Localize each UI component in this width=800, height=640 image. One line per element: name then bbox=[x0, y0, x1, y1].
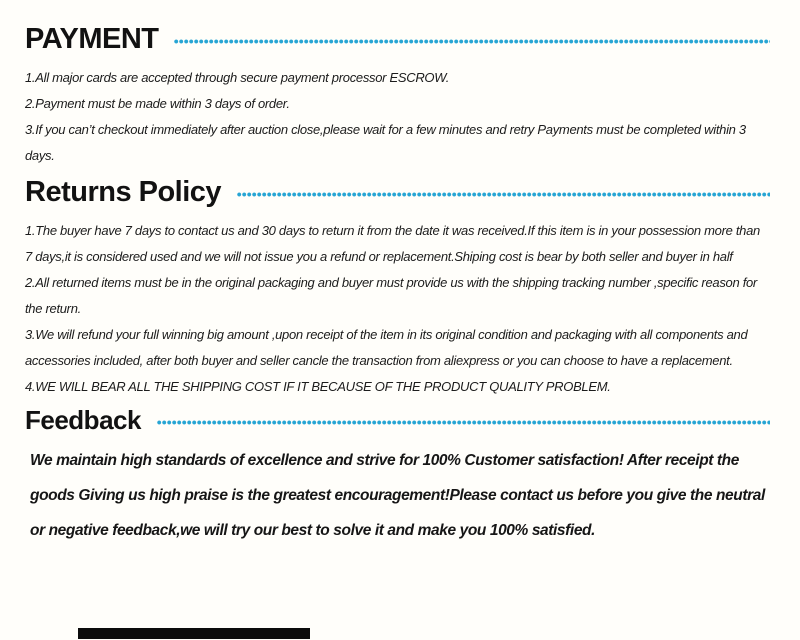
payment-item-2: 2.Payment must be made within 3 days of order. bbox=[25, 96, 290, 111]
section-returns-policy bbox=[0, 175, 800, 400]
returns-body bbox=[25, 218, 770, 400]
returns-policy-title: Returns Policy bbox=[25, 176, 222, 208]
feedback-text: We maintain high standards of excellence and strive for 100% Customer satisfaction! After receipt the goods Giving us high praise is the greatest encouragement!Please contact us before you give the neutral or negative feedback,we will try our best to solve it and make you 100% satisfied. bbox=[30, 452, 765, 539]
cropped-bottom-banner bbox=[78, 628, 310, 639]
returns-item-2: 2.All returned items must be in the original packaging and buyer must provide us with the shipping tracking number ,specific reason for the return. bbox=[25, 275, 757, 316]
feedback-body bbox=[25, 443, 770, 548]
dotted-divider bbox=[174, 39, 770, 44]
payment-title: PAYMENT bbox=[25, 23, 159, 55]
dotted-divider bbox=[237, 192, 770, 197]
returns-item-1: 1.The buyer have 7 days to contact us and 30 days to return it from the date it was received.If this item is in your possession more than 7 days,it is considered used and we will not issue you a refund or replacement.Shiping cost is bear by both seller and buyer in half bbox=[25, 223, 760, 264]
payment-item-1: 1.All major cards are accepted through secure payment processor ESCROW. bbox=[25, 70, 450, 85]
payment-item-3: 3.If you can’t checkout immediately after auction close,please wait for a few minutes and retry Payments must be completed within 3 days. bbox=[25, 122, 746, 163]
section-feedback bbox=[0, 404, 800, 548]
returns-item-3: 3.We will refund your full winning big amount ,upon receipt of the item in its original condition and packaging with all components and accessories included, after both buyer and seller cancle the transaction from aliexpress or you can choose to have a replacement. bbox=[25, 327, 748, 368]
section-payment bbox=[0, 22, 800, 169]
returns-item-4: 4.WE WILL BEAR ALL THE SHIPPING COST IF IT BECAUSE OF THE PRODUCT QUALITY PROBLEM. bbox=[25, 379, 611, 394]
dotted-divider bbox=[157, 420, 770, 425]
feedback-title: Feedback bbox=[25, 405, 141, 435]
payment-heading-row bbox=[25, 22, 770, 56]
feedback-heading-row bbox=[25, 404, 770, 436]
returns-heading-row bbox=[25, 175, 770, 209]
payment-body bbox=[25, 65, 770, 169]
